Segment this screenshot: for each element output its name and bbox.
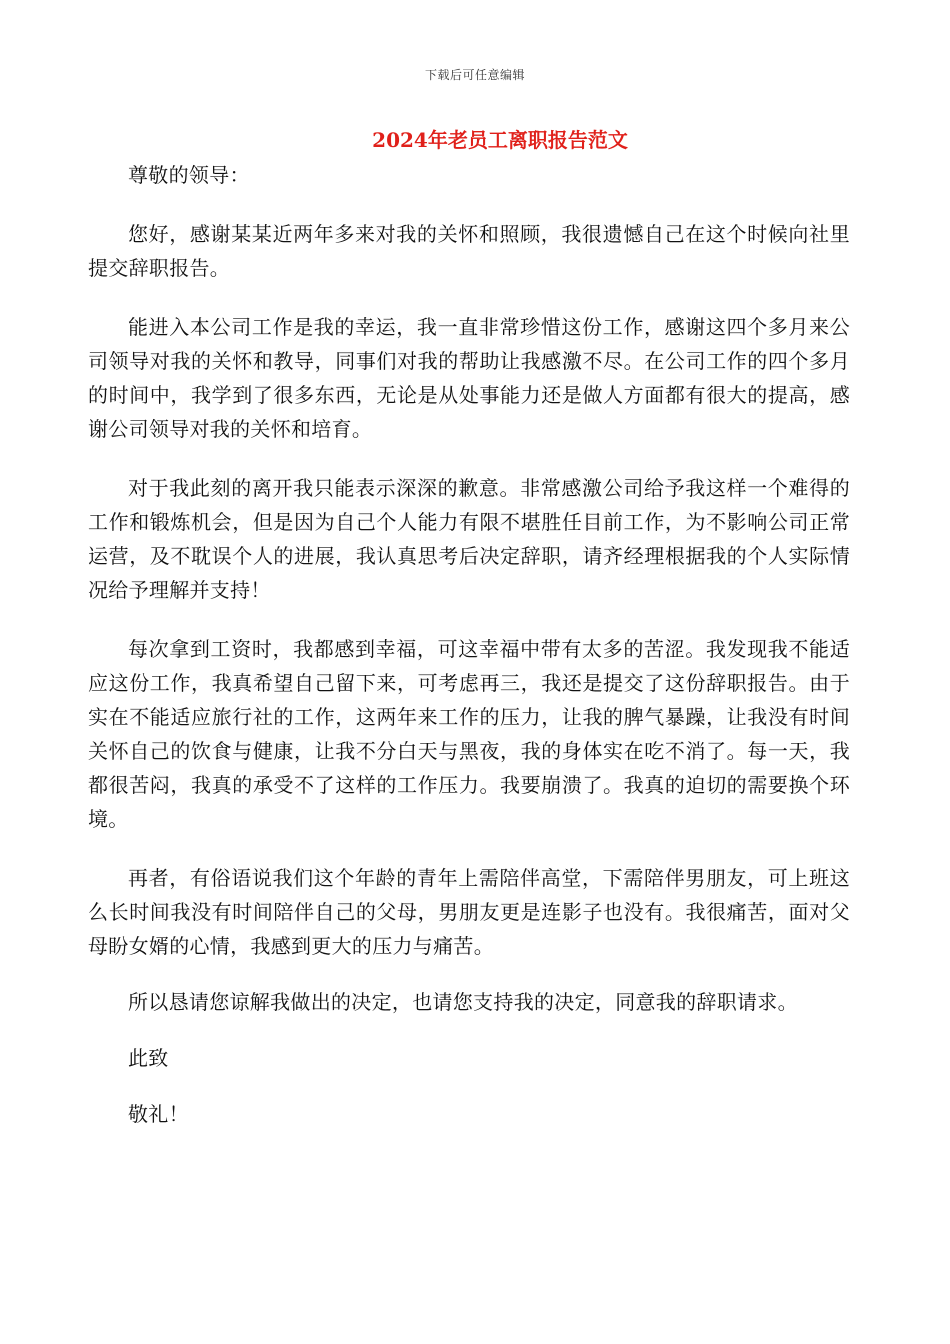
regards: 敬礼！: [128, 1102, 189, 1126]
paragraph-1: 您好，感谢某某近两年多来对我的关怀和照顾，我很遗憾自己在这个时候向社里提交辞职报告。: [88, 222, 850, 280]
paragraph-3: 对于我此刻的离开我只能表示深深的歉意。非常感激公司给予我这样一个难得的工作和锻炼机会，但是因为自己个人能力有限不堪胜任目前工作，为不影响公司正常运营，及不耽误个人的进展，我认真思考后决定辞职，请齐经理根据我的个人实际情况给予理解并支持！: [88, 476, 850, 602]
salutation: 尊敬的领导：: [128, 163, 250, 187]
document-title: 2024年老员工离职报告范文: [372, 128, 628, 152]
header-note: 下载后可任意编辑: [424, 68, 525, 82]
closing: 此致: [128, 1046, 169, 1070]
paragraph-4: 每次拿到工资时，我都感到幸福，可这幸福中带有太多的苦涩。我发现我不能适应这份工作，我真希望自己留下来，可考虑再三，我还是提交了这份辞职报告。由于实在不能适应旅行社的工作，这两年来工作的压力，让我的脾气暴躁，让我没有时间关怀自己的饮食与健康，让我不分白天与黑夜，我的身体实在吃不消了。每一天，我都很苦闷，我真的承受不了这样的工作压力。我要崩溃了。我真的迫切的需要换个环境。: [88, 637, 850, 831]
paragraph-2: 能进入本公司工作是我的幸运，我一直非常珍惜这份工作，感谢这四个多月来公司领导对我的关怀和教导，同事们对我的帮助让我感激不尽。在公司工作的四个多月的时间中，我学到了很多东西，无论是从处事能力还是做人方面都有很大的提高，感谢公司领导对我的关怀和培育。: [88, 315, 850, 441]
paragraph-6: 所以恳请您谅解我做出的决定，也请您支持我的决定，同意我的辞职请求。: [128, 990, 798, 1014]
paragraph-5: 再者，有俗语说我们这个年龄的青年上需陪伴高堂，下需陪伴男朋友，可上班这么长时间我没有时间陪伴自己的父母，男朋友更是连影子也没有。我很痛苦，面对父母盼女婿的心情，我感到更大的压力与痛苦。: [88, 866, 850, 958]
letter-body: [88, 150, 850, 1131]
